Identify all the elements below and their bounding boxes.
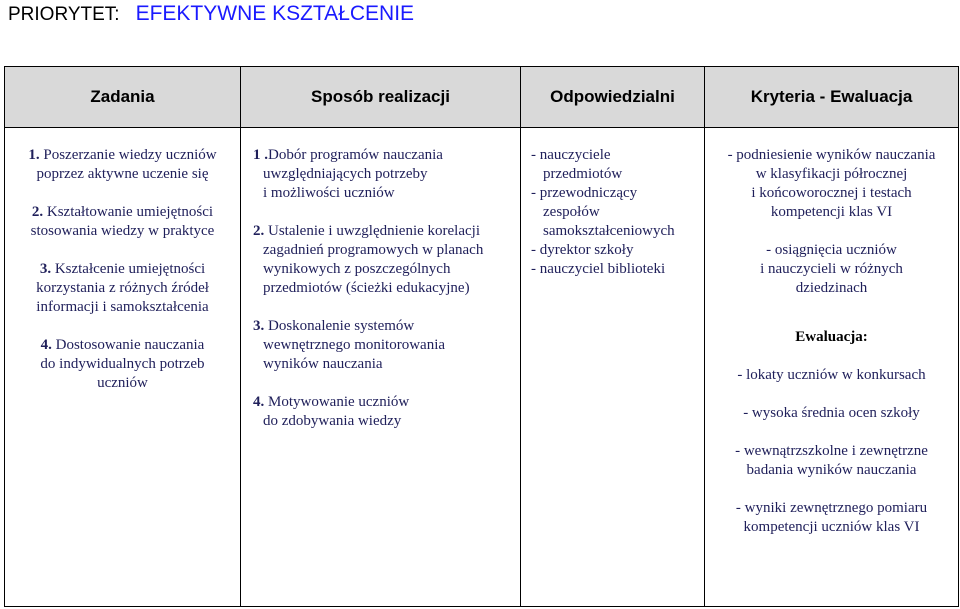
- odpowiedzialny-line: - nauczyciel biblioteki: [531, 261, 666, 277]
- zadanie-item: 4. Dostosowanie nauczania do indywidualnych potrzeb uczniów: [40, 337, 205, 391]
- odpowiedzialni-cell: [521, 128, 705, 607]
- priority-value: EFEKTYWNE KSZTAŁCENIE: [135, 2, 415, 25]
- kryteria-cell: [705, 128, 959, 607]
- odpowiedzialny-line: - nauczyciele: [531, 147, 611, 163]
- header-odpowiedzialni: Odpowiedzialni: [521, 67, 705, 128]
- header-zadania: Zadania: [5, 67, 241, 128]
- sposob-item: 1 .Dobór programów nauczania uwzględniających potrzeby i możliwości uczniów: [253, 147, 443, 201]
- ewaluacja-heading: Ewaluacja:: [795, 329, 868, 345]
- ewaluacja-item: - wyniki zewnętrznego pomiaru kompetencji uczniów klas VI: [735, 500, 928, 535]
- sposob-item: 3. Doskonalenie systemów wewnętrznego monitorowania wyników nauczania: [253, 318, 446, 372]
- header-sposob-realizacji: Sposób realizacji: [241, 67, 521, 128]
- odpowiedzialny-line: przedmiotów: [543, 166, 623, 182]
- header-kryteria-ewaluacja: Kryteria - Ewaluacja: [705, 67, 959, 128]
- kryterium-item: - podniesienie wyników nauczania w klasyfikacji półrocznej i końcoworocznej i testach kompetencji klas VI: [727, 147, 936, 220]
- zadanie-item: 3. Kształcenie umiejętności korzystania z różnych źródeł informacji i samokształcenia: [36, 261, 209, 315]
- zadania-cell: [5, 128, 241, 607]
- zadanie-item: 2. Kształtowanie umiejętności stosowania wiedzy w praktyce: [30, 204, 215, 239]
- sposob-realizacji-cell: [241, 128, 521, 607]
- ewaluacja-item: - wewnątrzszkolne i zewnętrzne badania wyników nauczania: [735, 443, 928, 478]
- sposob-item: 4. Motywowanie uczniów do zdobywania wiedzy: [253, 394, 410, 429]
- ewaluacja-item: - wysoka średnia ocen szkoły: [743, 405, 920, 421]
- odpowiedzialny-line: - dyrektor szkoły: [531, 242, 634, 258]
- ewaluacja-item: - lokaty uczniów w konkursach: [737, 367, 926, 383]
- odpowiedzialny-line: zespołów: [543, 204, 600, 220]
- zadanie-item: 1. Poszerzanie wiedzy uczniów poprzez aktywne uczenie się: [28, 147, 217, 182]
- sposob-item: 2. Ustalenie i uwzględnienie korelacji zagadnień programowych w planach wynikowych z poszczególnych przedmiotów (ścieżki edukacyjne): [253, 223, 484, 296]
- page-title: [8, 2, 414, 24]
- kryterium-item: - osiągnięcia uczniów i nauczycieli w różnych dziedzinach: [760, 242, 903, 296]
- plan-table: [4, 66, 959, 607]
- priority-label: PRIORYTET:: [8, 4, 120, 25]
- odpowiedzialny-line: samokształceniowych: [543, 223, 675, 239]
- odpowiedzialny-line: - przewodniczący: [531, 185, 638, 201]
